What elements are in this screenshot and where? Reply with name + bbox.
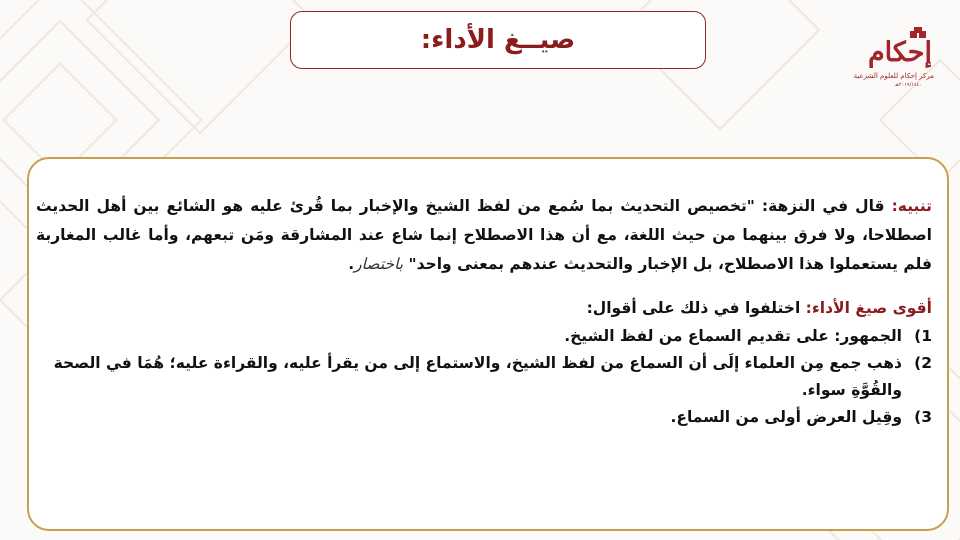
list-item-number: 2) (914, 354, 932, 372)
opinions-list (36, 323, 932, 431)
note-label: تنبيه: (891, 197, 932, 215)
list-item-text: ذهب جمع مِن العلماء إلَى أن السماع من لفظ الشيخ، والاستماع إلى من يقرأ عليه، والقراءة عليه؛ هُمَا في الصحة والقُوَّةِ سواء. (53, 354, 902, 399)
section-text: اختلفوا في ذلك على أقوال: (586, 299, 806, 317)
logo (846, 26, 936, 92)
list-item-number: 3) (914, 408, 932, 426)
title-box (290, 11, 706, 69)
note-suffix: باختصار (354, 255, 404, 273)
list-item-text: وقِيل العرض أولى من السماع. (670, 408, 902, 426)
list-item-text: الجمهور: على تقديم السماع من لفظ الشيخ. (564, 327, 902, 345)
content-area (36, 192, 932, 431)
logo-subtitle: مركز إحكام للعلوم الشرعية (853, 72, 934, 80)
logo-word: إحكام (867, 37, 932, 68)
page-title: صيــغ الأداء: (420, 25, 576, 55)
list-item (36, 350, 932, 404)
list-item-number: 1) (914, 327, 932, 345)
note-end: . (348, 255, 355, 273)
list-item (36, 323, 932, 350)
logo-tagline: ٢٠١٩/١٤٤٠هـ (894, 82, 922, 88)
note-paragraph (36, 192, 932, 279)
note-text: قال في النزهة: "تخصيص التحديث بما سُمع من لفظ الشيخ والإخبار بما قُرئ عليه هو الشائع بين أهل الحديث اصطلاحا، ولا فرق بينهما من حيث اللغة، مع أن هذا الاصطلاح إنما شاع عند المشارقة ومَن تبعهم، وأما غالب المغاربة فلم يستعملوا هذا الاصطلاح، بل الإخبار والتحديث عندهم بمعنى واحد" (36, 197, 932, 273)
section-label: أقوى صيغ الأداء: (805, 299, 932, 317)
section-heading (36, 294, 932, 323)
list-item (36, 404, 932, 431)
